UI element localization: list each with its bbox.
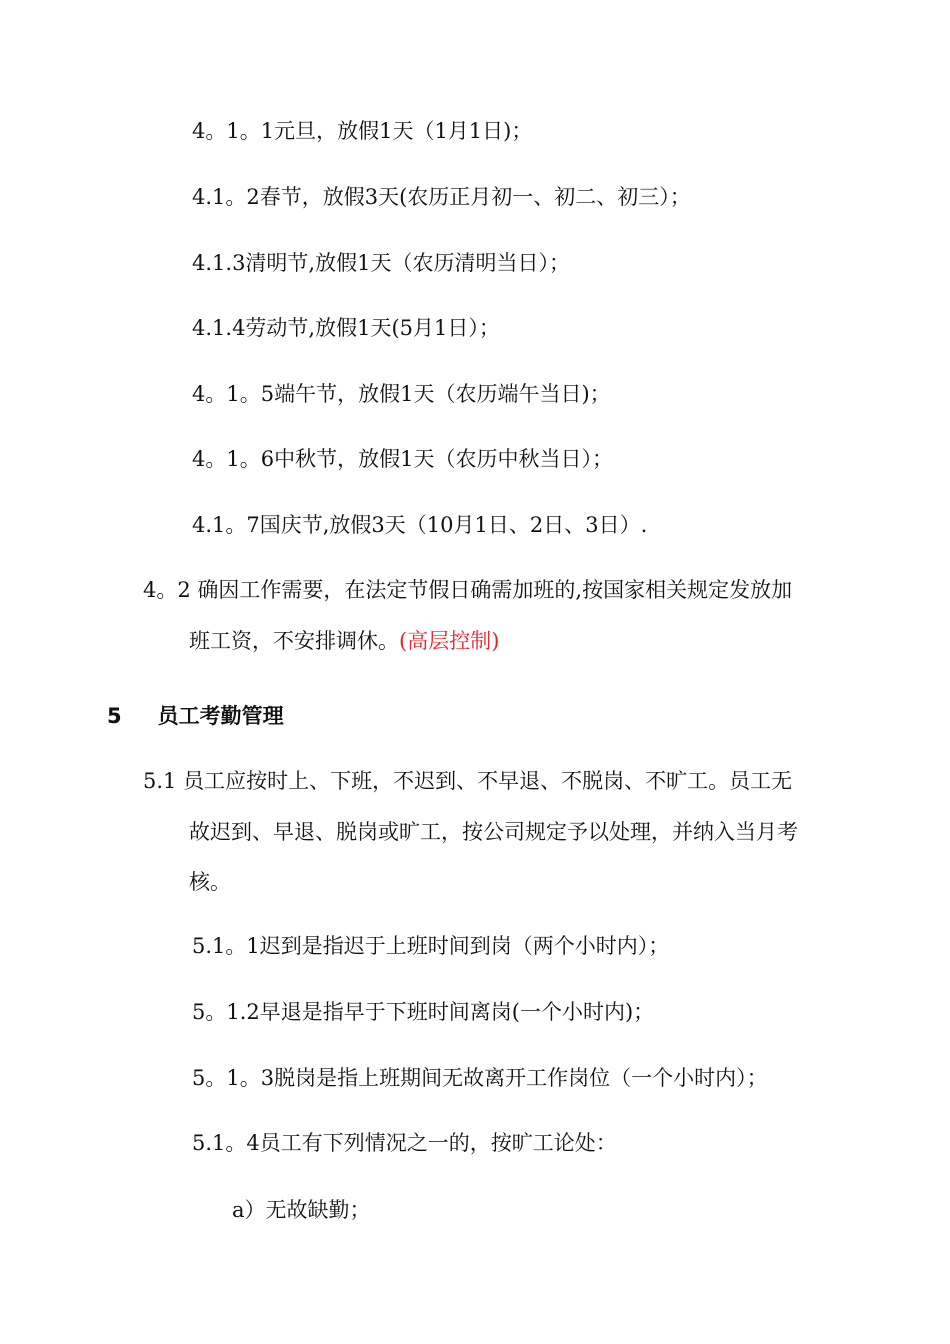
highlight-note: (高层控制) bbox=[399, 629, 500, 653]
holiday-item-national-day: 4.1。7国庆节,放假3天（10月1日、2日、3日）. bbox=[192, 513, 648, 537]
holiday-item-new-year: 4。1。1元旦，放假1天（1月1日)； bbox=[192, 119, 533, 143]
paragraph-4-2-line1: 4。2 确因工作需要，在法定节假日确需加班的,按国家相关规定发放加 bbox=[143, 578, 793, 602]
holiday-item-spring-festival: 4.1。2春节，放假3天(农历正月初一、初二、初三）； bbox=[192, 185, 691, 209]
section-number: 5 bbox=[107, 704, 122, 728]
sub-item-a: a）无故缺勤； bbox=[232, 1198, 371, 1222]
paragraph-4-2-text: 班工资，不安排调休。 bbox=[189, 629, 399, 653]
section-title: 员工考勤管理 bbox=[157, 704, 284, 728]
section-5-heading bbox=[107, 703, 284, 729]
paragraph-5-1-line2: 故迟到、早退、脱岗或旷工，按公司规定予以处理，并纳入当月考 bbox=[189, 820, 798, 844]
holiday-item-labor-day: 4.1.4劳动节,放假1天(5月1日）； bbox=[192, 316, 500, 340]
holiday-item-mid-autumn: 4。1。6中秋节，放假1天（农历中秋当日）； bbox=[192, 447, 613, 471]
paragraph-5-1-line1: 5.1 员工应按时上、下班，不迟到、不早退、不脱岗、不旷工。员工无 bbox=[143, 769, 793, 793]
holiday-item-dragon-boat: 4。1。5端午节，放假1天（农历端午当日)； bbox=[192, 382, 611, 406]
paragraph-5-1-line3: 核。 bbox=[189, 870, 231, 894]
paragraph-4-2-line2 bbox=[189, 628, 499, 654]
attendance-item-absent-post: 5。1。3脱岗是指上班期间无故离开工作岗位（一个小时内）； bbox=[192, 1066, 768, 1090]
attendance-item-late: 5.1。1迟到是指迟于上班时间到岗（两个小时内）； bbox=[192, 934, 670, 958]
attendance-item-absenteeism: 5.1。4员工有下列情况之一的，按旷工论处： bbox=[192, 1131, 617, 1155]
holiday-item-qingming: 4.1.3清明节,放假1天（农历清明当日）； bbox=[192, 251, 570, 275]
attendance-item-early-leave: 5。1.2早退是指早于下班时间离岗(一个小时内)； bbox=[192, 1000, 655, 1024]
